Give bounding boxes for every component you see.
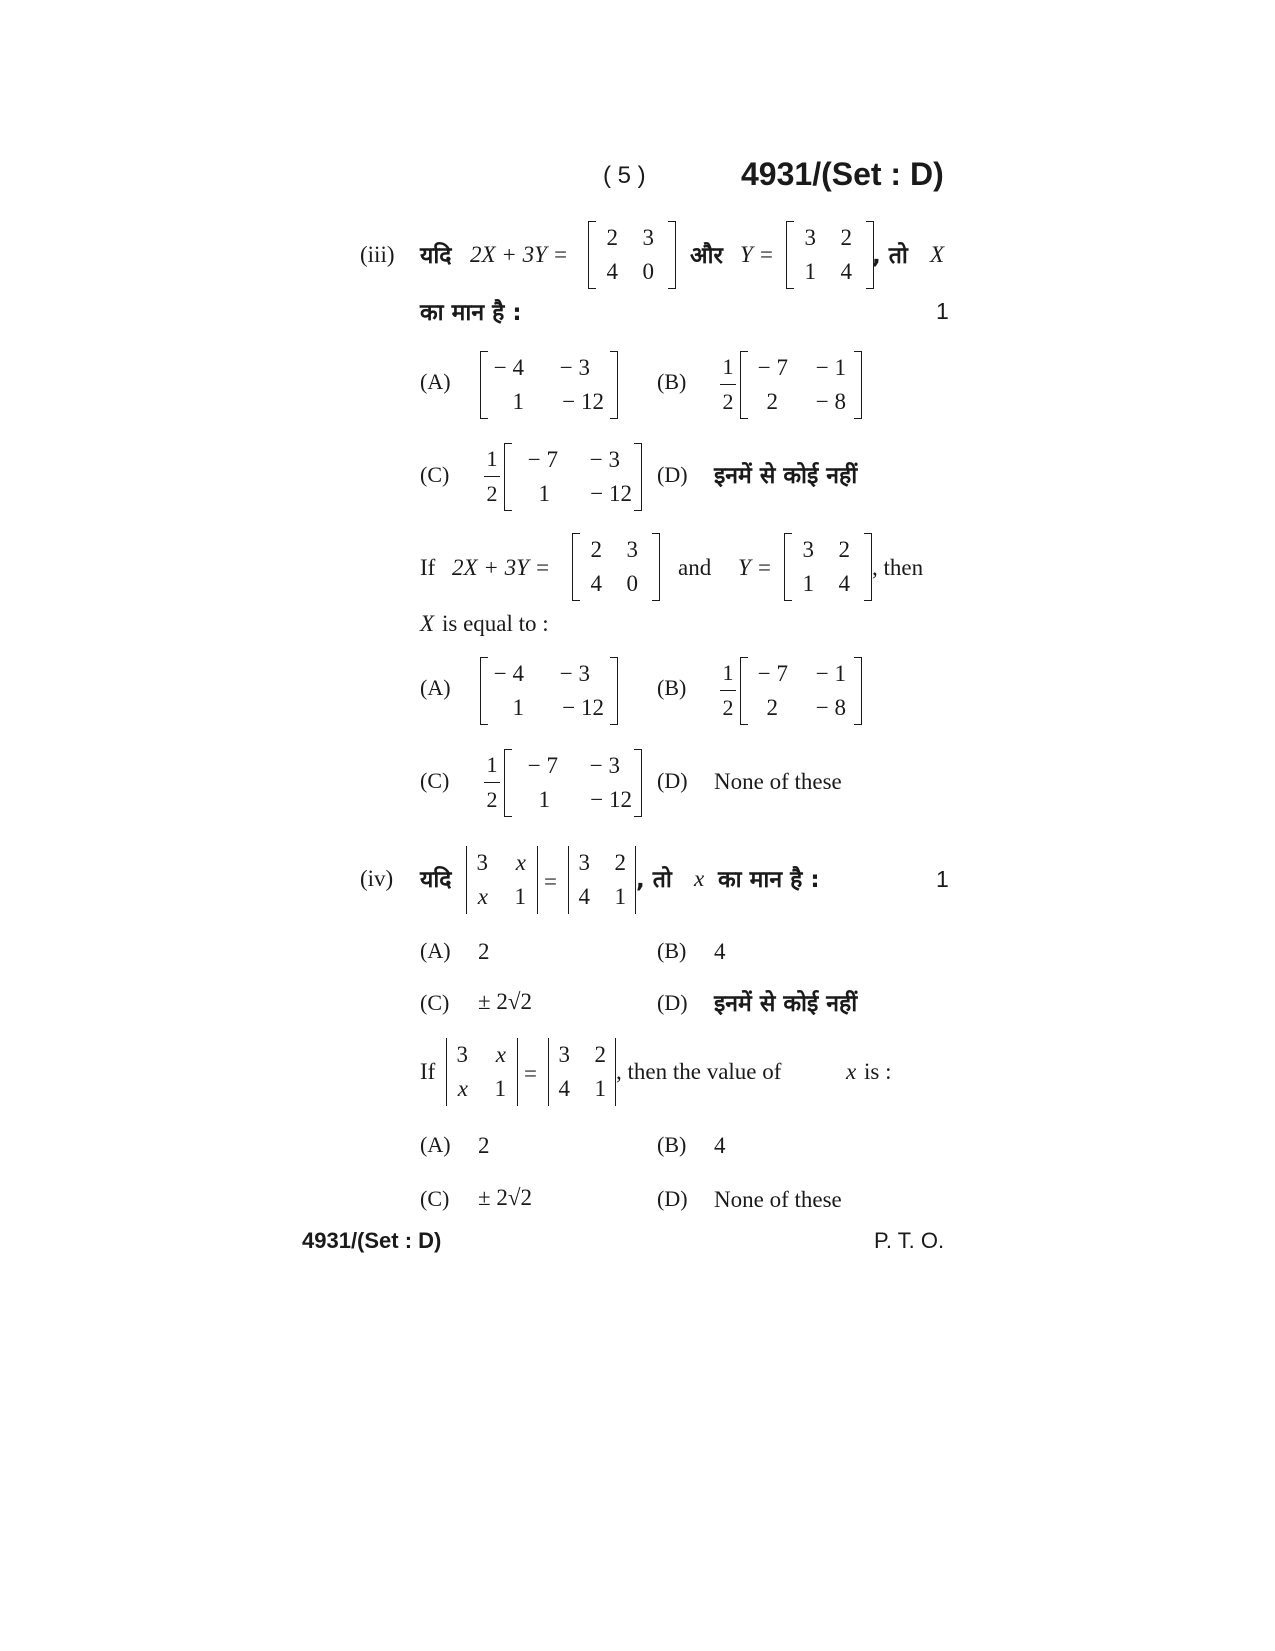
question-number: (iv)	[360, 866, 394, 891]
pto-label: P. T. O.	[874, 1228, 945, 1253]
hindi-if: यदि	[420, 243, 452, 269]
english-is: is :	[864, 1059, 892, 1084]
english-then: , then	[872, 555, 924, 580]
option-b-label-en: (B)	[657, 1132, 687, 1157]
y-equals-en: Y =	[738, 555, 773, 580]
paper-code-footer: 4931/(Set : D)	[302, 1228, 442, 1253]
option-c-value: ± 2√2	[478, 989, 532, 1014]
equals-sign-en: =	[524, 1061, 537, 1086]
english-and: and	[678, 555, 712, 580]
option-d-text: इनमें से कोई नहीं	[714, 991, 858, 1017]
question-number: (iii)	[360, 242, 395, 267]
determinant-right-en: 3 2 4 1	[548, 1038, 616, 1106]
option-c-matrix-en: − 7 − 3 1 − 12	[504, 749, 642, 817]
equation-lhs-en: 2X + 3Y =	[452, 555, 551, 580]
hindi-then: , तो	[872, 243, 908, 269]
option-a-label: (A)	[420, 369, 451, 394]
option-b-matrix-en: − 7 − 1 2 − 8	[740, 657, 862, 725]
option-d-text-en: None of these	[714, 769, 842, 794]
option-a-label-en: (A)	[420, 1132, 451, 1157]
option-a-matrix: − 4 − 3 1 − 12	[480, 351, 618, 419]
determinant-right: 3 2 4 1	[568, 846, 636, 914]
option-b-value-en: 4	[714, 1133, 726, 1158]
is-equal-to: is equal to :	[442, 611, 549, 636]
option-c-value-en: ± 2√2	[478, 1185, 532, 1210]
hindi-value-is: का मान है :	[718, 867, 820, 893]
option-b-label-en: (B)	[657, 675, 687, 700]
x-variable: x	[694, 866, 705, 891]
option-d-label: (D)	[657, 462, 688, 487]
option-b-matrix: − 7 − 1 2 − 8	[740, 351, 862, 419]
paper-code-header: 4931/(Set : D)	[741, 156, 944, 192]
option-d-label-en: (D)	[657, 1186, 688, 1211]
equation-lhs: 2X + 3Y =	[470, 242, 569, 267]
equals-sign: =	[544, 869, 557, 894]
option-d-text-en: None of these	[714, 1187, 842, 1212]
y-equals: Y =	[740, 242, 775, 267]
option-a-value: 2	[478, 939, 490, 964]
option-a-label: (A)	[420, 938, 451, 963]
hindi-then: , तो	[636, 867, 672, 893]
option-a-matrix-en: − 4 − 3 1 − 12	[480, 657, 618, 725]
option-a-label-en: (A)	[420, 675, 451, 700]
matrix-y: 3 2 1 4	[786, 221, 874, 289]
option-d-label-en: (D)	[657, 768, 688, 793]
matrix-a: 2 3 4 0	[588, 221, 676, 289]
option-c-label: (C)	[420, 990, 450, 1015]
x-variable-en: x	[846, 1059, 857, 1084]
determinant-left: 3 x x 1	[466, 846, 538, 914]
marks: 1	[936, 298, 949, 324]
option-a-value-en: 2	[478, 1133, 490, 1158]
option-c-label: (C)	[420, 462, 450, 487]
english-then-value: , then the value of	[616, 1059, 782, 1084]
page-number: ( 5 )	[603, 162, 646, 189]
x-variable: X	[930, 242, 945, 267]
option-b-label: (B)	[657, 938, 687, 963]
english-if: If	[420, 555, 436, 580]
option-c-label-en: (C)	[420, 768, 450, 793]
marks: 1	[936, 866, 949, 892]
hindi-if: यदि	[420, 867, 452, 893]
matrix-y-en: 3 2 1 4	[784, 533, 872, 601]
option-d-label: (D)	[657, 990, 688, 1015]
hindi-value-is: का मान है :	[420, 300, 522, 326]
x-variable-en: X	[420, 611, 435, 636]
matrix-a-en: 2 3 4 0	[572, 533, 660, 601]
determinant-left-en: 3 x x 1	[446, 1038, 518, 1106]
option-c-matrix: − 7 − 3 1 − 12	[504, 443, 642, 511]
english-if: If	[420, 1059, 436, 1084]
option-d-text: इनमें से कोई नहीं	[714, 463, 858, 489]
hindi-and: और	[690, 243, 723, 269]
option-b-label: (B)	[657, 369, 687, 394]
option-b-value: 4	[714, 939, 726, 964]
option-c-label-en: (C)	[420, 1186, 450, 1211]
